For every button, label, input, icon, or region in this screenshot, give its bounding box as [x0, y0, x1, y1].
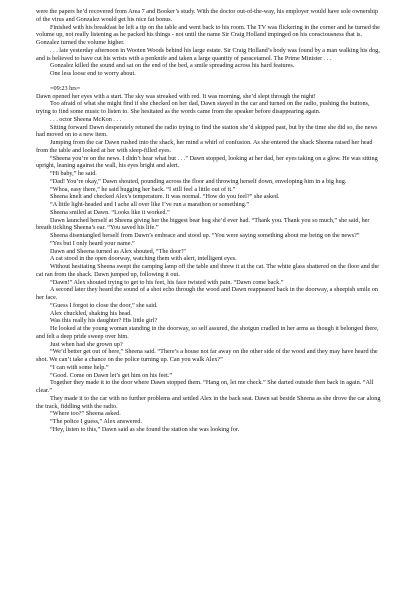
paragraph: “Dad! You’re okay,” Dawn shouted, pounding across the floor and throwing herself down, enveloping him in a big hug.: [50, 177, 347, 185]
paragraph: Without hesitating Sheena swept the camping lamp off the table and threw it at the cat. The white glass shattered on the floor and the cat ran from the shack. Dawn jumped up, following it out.: [36, 263, 379, 278]
paragraph: Was this really his daughter? His little girl?: [50, 317, 158, 325]
paragraph: One less loose end to worry about.: [50, 70, 136, 77]
body-text: [36, 8, 384, 434]
paragraph: “Guess I forgot to close the door,” she said.: [50, 301, 158, 309]
paragraph: Just when had she grown up?: [50, 340, 123, 348]
paragraph: “Good. Come on Dawn let’s get him on his feet.”: [50, 371, 173, 379]
paragraph: Dawn opened her eyes with a start. The sky was streaked with red. It was morning, she’d slept through the night!: [36, 92, 316, 100]
paragraph: Jumping from the car Dawn rushed into the shack, her mind a whirl of confusion. As she entered the shack Sheena raised her head from the table and looked at her with sleep-filled eyes.: [36, 139, 373, 154]
paragraph: “We’d better get out of here,” Sheena said. “There’s a house not far away on the other side of the wood and they may have heard the shot. We can’t take a chance on the police turning up. Can you walk Alex?”: [36, 348, 378, 363]
paragraph: A cat stood in the open doorway, watching them with alert, intelligent eyes.: [50, 255, 237, 263]
paragraph: “Hi baby,” he said.: [50, 170, 97, 177]
paragraph: Sitting forward Dawn desperately retuned the radio trying to find the station she’d skipped past, but by the time she did so, the news had moved on to a new item.: [36, 123, 378, 139]
paragraph: Dawn and Sheena turned as Alex shouted, “The door!”: [50, 247, 186, 255]
paragraph: Together they made it to the door where Dawn stopped them. “Hang on, let me check.” She darted outside then back in again. “All clear.”: [36, 379, 374, 394]
paragraph: “I can with some help.”: [50, 363, 109, 371]
paragraph: A second later they heard the sound of a shot echo through the wood and Dawn reappeared back in the doorway, a sheepish smile on her face.: [36, 286, 378, 301]
paragraph: Sheena smiled at Dawn. “Looks like it worked.”: [50, 208, 170, 216]
paragraph: “Sheena you’re on the news. I didn’t hear what but . . .” Dawn stopped, looking at her dad, her eyes taking on a glow. He was sitting upright, leaning against the wall, his eyes bright and alert.: [36, 154, 378, 170]
paragraph: He looked at the young woman standing in the doorway, so self assured, the shotgun cradled in her arms as though it belonged there, and felt a deep pride sweep over him.: [36, 325, 379, 340]
paragraph: “The police I guess,” Alex answered.: [50, 418, 142, 425]
paragraph: “Where too?” Sheena asked.: [50, 410, 121, 418]
paragraph: “Dawn!” Alex shouted trying to get to his feet, his face twisted with pain. “Dawn come back.”: [50, 278, 284, 286]
paragraph: “A little light-headed and I ache all over like I’ve run a marathon or something.”: [50, 201, 250, 208]
paragraph: . . . late yesterday afternoon in Wooten Woods behind his large estate. Sir Craig Holland’s body was found by a man walking his dog, and is believed to have cut his wrists with a penknife and taken a large quantity of paracetamol. The Prime Minister . . .: [36, 46, 380, 62]
paragraph: “Whoa, easy there,” he said hugging her back. “I still feel a little out of it.”: [50, 185, 236, 193]
paragraph: . . . octor Sheena McKon . . .: [50, 115, 122, 123]
paragraph: Sheena knelt and checked Alex’s temperature. It was normal. “How do you feel?” she asked.: [50, 193, 280, 201]
paragraph: “Hey, listen to this,” Dawn said as she found the station she was looking for.: [50, 425, 240, 433]
paragraph: Sheena disentangled herself from Dawn’s embrace and stood up. “You were saying something about me being on the news?”: [50, 232, 360, 239]
paragraph: were the papers he’d recovered from Area 7 and Booker’s study. With the doctor out-of-the-way, his employer would have sole ownership of the virus and Gonzalez would get his nice fat bonus.: [36, 8, 379, 23]
paragraph: Gonzalez killed the sound and sat on the end of the bed, a smile spreading across his hard features.: [50, 62, 295, 70]
paragraph: Alex chuckled, shaking his head.: [50, 309, 132, 317]
paragraph: “Yes but I only heard your name.”: [50, 239, 135, 247]
paragraph: =09:23 hrs=: [50, 84, 81, 92]
paragraph: Dawn launched herself at Sheena giving her the biggest bear hug she’d ever had. “Thank you. Thank you so much,” she said, her breath tickling Sheena’s ear. “You saved his life.”: [36, 216, 370, 232]
paragraph: Too afraid of what she might find if she checked on her dad, Dawn stayed in the car and turned on the radio, pushing the buttons, trying to find some music to listen to. She hesitated as the words came from the speaker before disappearing again.: [36, 100, 370, 115]
paragraph: They made it to the car with no further problems and settled Alex in the back seat. Dawn sat beside Sheena as she drove the car along the track, fiddling with the radio.: [36, 394, 381, 410]
paragraph: Finished with his breakfast he left a tip on the table and went back to his room. The TV was flickering in the corner and he turned the volume up, not really listening as he packed his things - not until the name Sir Craig Holland impinged on his consciousness that is. Gonzalez turned the volume higher.: [36, 23, 380, 46]
